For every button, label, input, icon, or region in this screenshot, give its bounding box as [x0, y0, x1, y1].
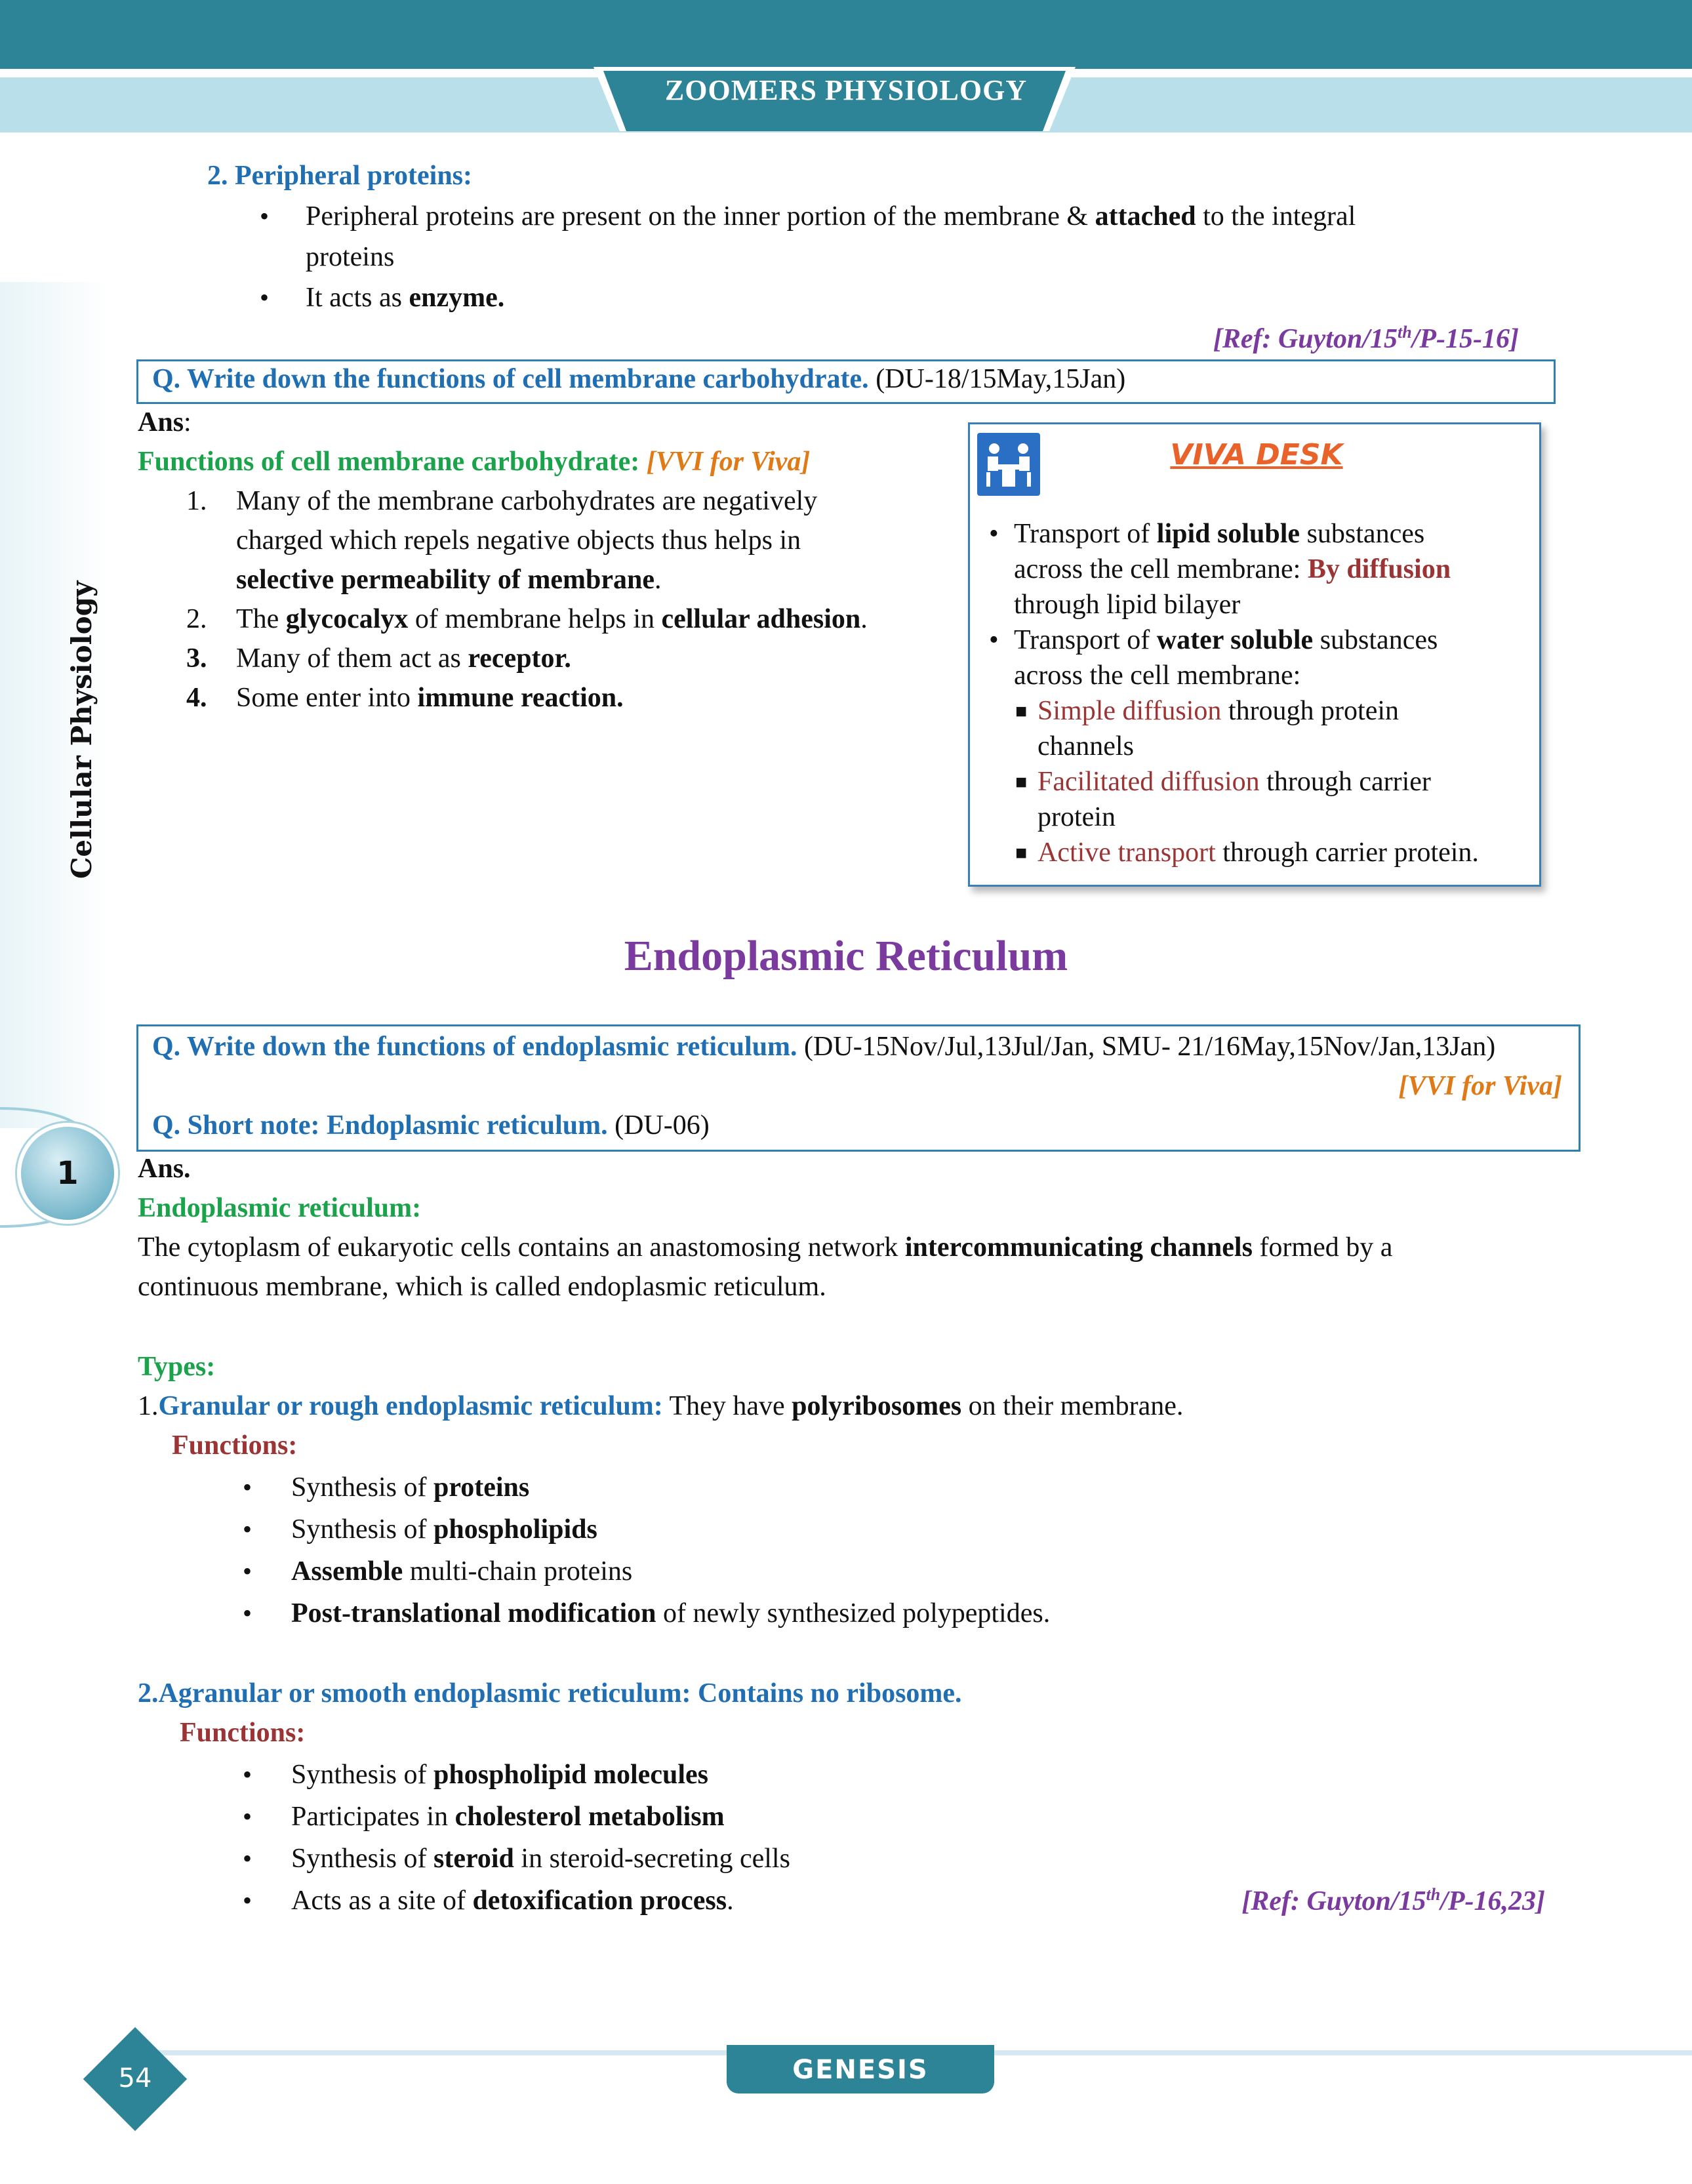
section-title: Endoplasmic Reticulum	[624, 932, 1068, 980]
bullet-icon: •	[243, 1598, 252, 1628]
list-number: 3.	[186, 643, 207, 674]
type-1: 1.Granular or rough endoplasmic reticulum: They have polyribosomes on their membrane.	[138, 1391, 1184, 1421]
viva-point-1-line-1: Transport of lipid soluble substances	[1014, 519, 1425, 549]
viva-sub-1-cont: channels	[1037, 731, 1134, 761]
reference-2: [Ref: Guyton/15th/P-16,23]	[1241, 1885, 1545, 1916]
rough-functions-heading: Functions:	[172, 1430, 298, 1461]
page-number: 54	[118, 2063, 152, 2093]
carb-item-4: Some enter into immune reaction.	[236, 683, 624, 713]
viva-tag-2: [VVI for Viva]	[1398, 1071, 1562, 1101]
header-title: ZOOMERS PHYSIOLOGY	[664, 74, 1028, 106]
carb-item-1-line-3: selective permeability of membrane.	[236, 565, 662, 595]
list-number: 2.	[186, 604, 207, 634]
viva-point-1-line-2: across the cell membrane: By diffusion	[1014, 554, 1451, 584]
smooth-function-3: Synthesis of steroid in steroid-secreting cells	[291, 1844, 790, 1874]
viva-sub-2-cont: protein	[1037, 802, 1116, 832]
viva-point-2-line-1: Transport of water soluble substances	[1014, 625, 1438, 655]
chapter-number-badge: 1	[17, 1123, 118, 1224]
smooth-functions-heading: Functions:	[180, 1718, 306, 1748]
bullet-icon: •	[989, 625, 999, 655]
footer-label: GENESIS	[792, 2055, 929, 2085]
square-bullet-icon: ■	[1015, 700, 1028, 722]
carb-item-1-line-2: charged which repels negative objects thus helps in	[236, 525, 801, 556]
list-number: 1.	[186, 486, 207, 516]
carb-item-3: Many of them act as receptor.	[236, 643, 571, 674]
peripheral-bullet-1: Peripheral proteins are present on the inner portion of the membrane & attached to the integral	[306, 201, 1356, 232]
carbohydrate-functions-heading: Functions of cell membrane carbohydrate: [VVI for Viva]	[138, 447, 811, 477]
viva-sub-3: Active transport through carrier protein.	[1037, 838, 1479, 868]
bullet-icon: •	[243, 1472, 252, 1502]
rough-function-4: Post-translational modification of newly synthesized polypeptides.	[291, 1598, 1051, 1628]
rough-function-3: Assemble multi-chain proteins	[291, 1556, 633, 1587]
square-bullet-icon: ■	[1015, 771, 1028, 793]
peripheral-bullet-2: It acts as enzyme.	[306, 283, 505, 313]
types-heading: Types:	[138, 1352, 216, 1382]
bullet-icon: •	[989, 519, 999, 549]
carb-item-1-line-1: Many of the membrane carbohydrates are negatively	[236, 486, 818, 516]
smooth-function-1: Synthesis of phospholipid molecules	[291, 1760, 708, 1790]
bullet-icon: •	[260, 283, 270, 312]
answer-label-2: Ans.	[138, 1154, 191, 1184]
smooth-function-2: Participates in cholesterol metabolism	[291, 1802, 725, 1832]
bullet-icon: •	[243, 1886, 252, 1915]
bullet-icon: •	[243, 1514, 252, 1544]
viva-desk-title: VIVA DESK	[1170, 438, 1343, 472]
smooth-function-4: Acts as a site of detoxification process.	[291, 1886, 734, 1916]
meeting-desk-icon	[977, 433, 1040, 496]
carb-item-2: The glycocalyx of membrane helps in cellular adhesion.	[236, 604, 868, 634]
question-1: Q. Write down the functions of cell membrane carbohydrate. (DU-18/15May,15Jan)	[152, 364, 1126, 394]
reference-1: [Ref: Guyton/15th/P-15-16]	[1213, 323, 1519, 354]
bullet-icon: •	[243, 1760, 252, 1789]
er-paragraph-line-1: The cytoplasm of eukaryotic cells contains an anastomosing network intercommunicating channels formed by a	[138, 1232, 1393, 1263]
list-number: 4.	[186, 683, 207, 713]
question-3: Q. Short note: Endoplasmic reticulum. (DU-06)	[152, 1110, 710, 1141]
viva-point-2-line-2: across the cell membrane:	[1014, 660, 1301, 691]
bullet-icon: •	[243, 1556, 252, 1586]
square-bullet-icon: ■	[1015, 842, 1028, 864]
viva-sub-1: Simple diffusion through protein	[1037, 696, 1400, 726]
question-2: Q. Write down the functions of endoplasmic reticulum. (DU-15Nov/Jul,13Jul/Jan, SMU- 21/16May,15Nov/Jan,13Jan)	[152, 1032, 1496, 1062]
viva-point-1-line-3: through lipid bilayer	[1014, 590, 1241, 620]
viva-sub-2: Facilitated diffusion through carrier	[1037, 767, 1431, 797]
peripheral-bullet-1-cont: proteins	[306, 242, 395, 272]
er-heading: Endoplasmic reticulum:	[138, 1193, 422, 1223]
bullet-icon: •	[260, 201, 270, 231]
rough-function-2: Synthesis of phospholipids	[291, 1514, 597, 1545]
er-paragraph-line-2: continuous membrane, which is called endoplasmic reticulum.	[138, 1272, 826, 1302]
rough-function-1: Synthesis of proteins	[291, 1472, 530, 1503]
chapter-side-label: Cellular Physiology	[66, 580, 98, 879]
answer-label-1: Ans:	[138, 407, 191, 437]
header-title-tab	[0, 0, 1692, 138]
bullet-icon: •	[243, 1802, 252, 1831]
bullet-icon: •	[243, 1844, 252, 1873]
type-2: 2.Agranular or smooth endoplasmic reticulum: Contains no ribosome.	[138, 1678, 962, 1709]
peripheral-heading: 2. Peripheral proteins:	[207, 161, 473, 191]
